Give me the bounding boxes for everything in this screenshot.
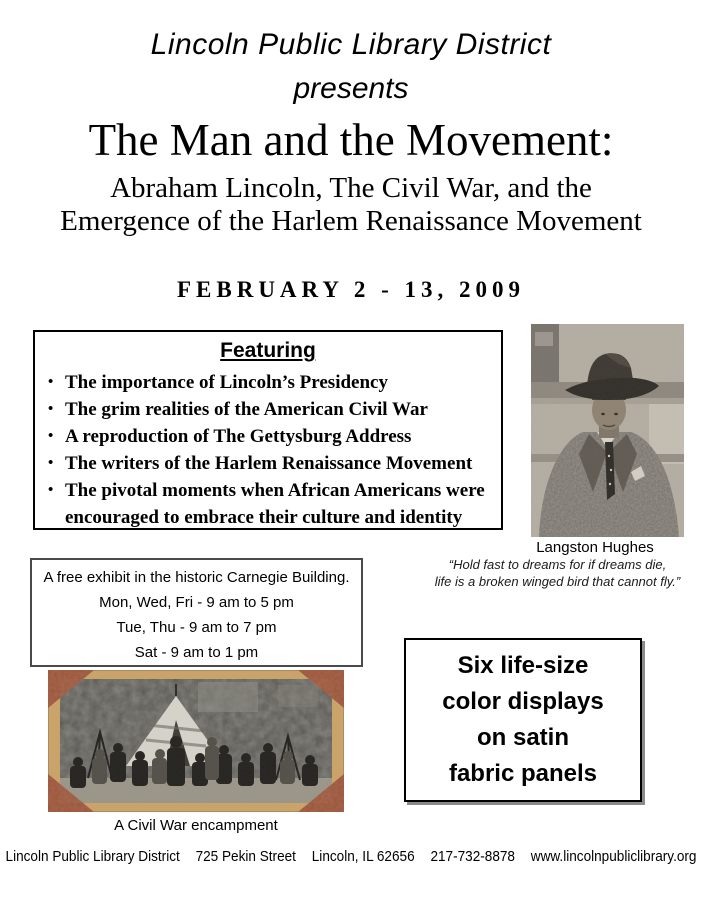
langston-hughes-photo [531, 324, 684, 537]
displays-line-1: Six life-size [457, 652, 589, 679]
featuring-title: Featuring [220, 339, 316, 362]
hughes-quote-line-1: “Hold fast to dreams for if dreams die, [448, 557, 667, 572]
event-dates: FEBRUARY 2 - 13, 2009 [176, 277, 526, 302]
footer-org: Lincoln Public Library District [5, 849, 180, 865]
displays-box [404, 638, 642, 802]
subtitle-line-2: Emergence of the Harlem Renaissance Movement [60, 205, 642, 237]
subtitle-line-1: Abraham Lincoln, The Civil War, and the [110, 172, 592, 204]
featuring-list [35, 369, 501, 531]
civilwar-caption: A Civil War encampment [114, 817, 278, 834]
civil-war-encampment-photo [48, 670, 344, 812]
main-title: The Man and the Movement: [88, 115, 614, 165]
footer-city: Lincoln, IL 62656 [311, 849, 415, 865]
hughes-quote [413, 557, 702, 590]
footer-phone: 217-732-8878 [430, 849, 515, 865]
featuring-item: • The grim realities of the American Civil War [65, 396, 491, 423]
featuring-item: • A reproduction of The Gettysburg Address [65, 423, 491, 450]
featuring-item: • The writers of the Harlem Renaissance Movement [65, 450, 491, 477]
displays-line-3: on satin [476, 724, 569, 751]
displays-line-4: fabric panels [448, 760, 598, 787]
footer-website: www.lincolnpubliclibrary.org [530, 849, 697, 865]
hughes-quote-line-2: life is a broken winged bird that cannot fly.” [434, 573, 681, 589]
footer-street: 725 Pekin Street [195, 849, 296, 865]
featuring-item: • The pivotal moments when African Americans were encouraged to embrace their culture and identity [65, 477, 491, 531]
exhibit-line-4: Sat - 9 am to 1 pm [134, 644, 259, 661]
header-presents: presents [293, 72, 409, 105]
featuring-item: • The importance of Lincoln’s Presidency [65, 369, 491, 396]
hughes-caption: Langston Hughes [536, 539, 654, 556]
exhibit-line-3: Tue, Thu - 9 am to 7 pm [116, 619, 277, 636]
exhibit-info-box [30, 558, 363, 667]
displays-line-2: color displays [442, 688, 604, 715]
exhibit-line-2: Mon, Wed, Fri - 9 am to 5 pm [99, 594, 294, 611]
header-org: Lincoln Public Library District [150, 28, 552, 61]
exhibit-line-1: A free exhibit in the historic Carnegie Building. [43, 569, 350, 586]
featuring-box [33, 330, 503, 530]
footer-contact-line [5, 849, 697, 865]
